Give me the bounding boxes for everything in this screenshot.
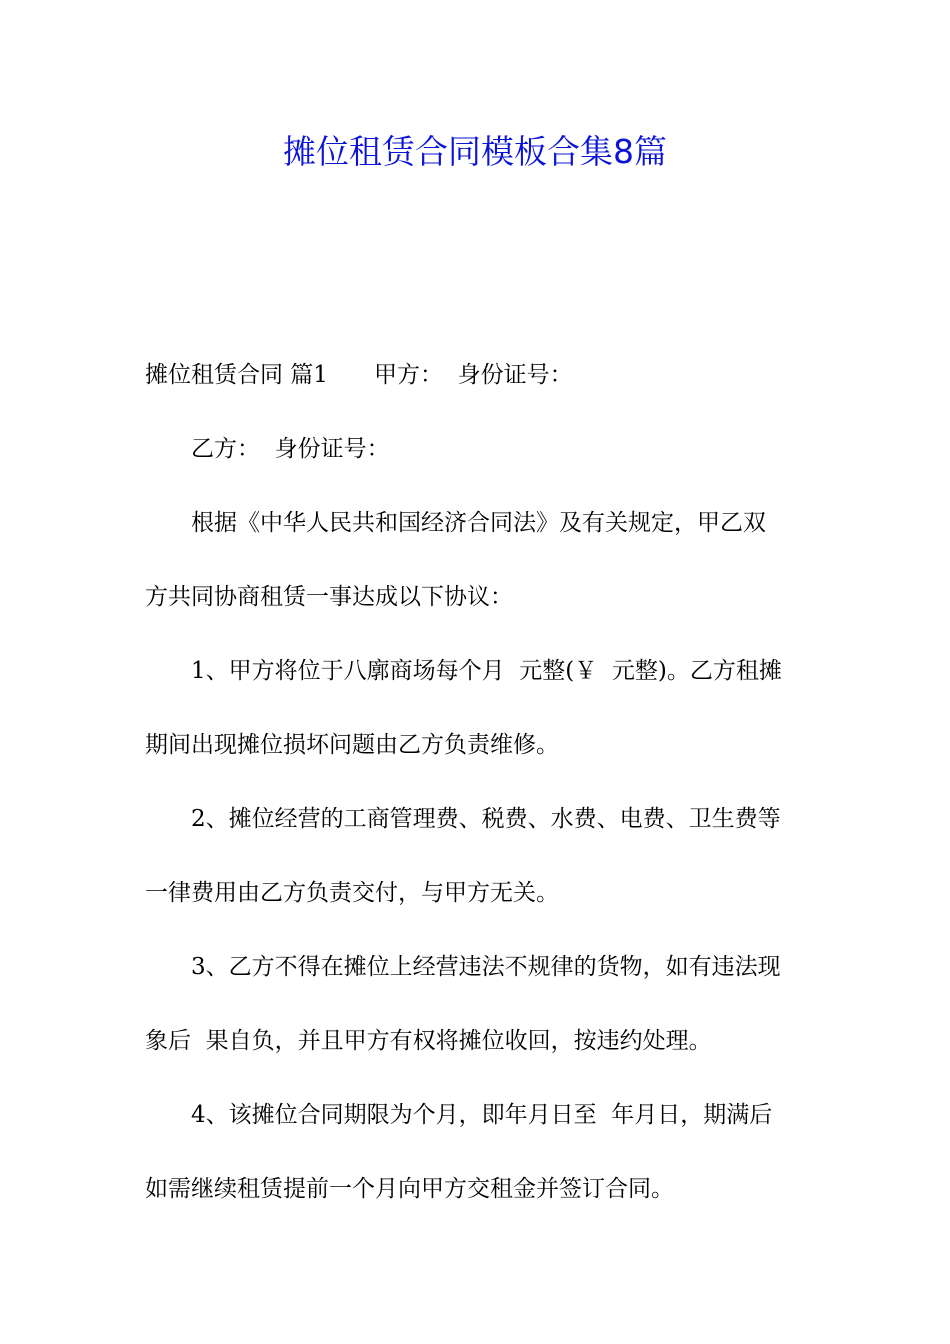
paragraph-line: 一律费用由乙方负责交付，与甲方无关。 xyxy=(145,880,559,906)
paragraph-line: 方共同协商租赁一事达成以下协议： xyxy=(145,584,513,610)
paragraph-line xyxy=(145,338,807,412)
paragraph-line: 1、甲方将位于八廓商场每个月 元整(￥ 元整)。乙方租摊 xyxy=(191,658,782,684)
section-heading: 摊位租赁合同 篇1 xyxy=(145,362,328,388)
paragraph-line: 期间出现摊位损坏问题由乙方负责维修。 xyxy=(145,732,559,758)
document-body xyxy=(145,338,807,1226)
paragraph-line: 根据《中华人民共和国经济合同法》及有关规定，甲乙双 xyxy=(191,510,766,536)
paragraph-line: 4、该摊位合同期限为个月，即年月日至 年月日，期满后 xyxy=(191,1102,773,1128)
paragraph-line: 3、乙方不得在摊位上经营违法不规律的货物，如有违法现 xyxy=(191,954,781,980)
paragraph-line: 如需继续租赁提前一个月向甲方交租金并签订合同。 xyxy=(145,1176,674,1202)
document-title: 摊位租赁合同模板合集8篇 xyxy=(283,132,667,171)
paragraph-line: 象后 果自负，并且甲方有权将摊位收回，按违约处理。 xyxy=(145,1028,712,1054)
party-a-line: 甲方： 身份证号： xyxy=(373,362,573,388)
party-b-line: 乙方： 身份证号： xyxy=(191,436,390,462)
paragraph-line: 2、摊位经营的工商管理费、税费、水费、电费、卫生费等 xyxy=(191,806,781,832)
